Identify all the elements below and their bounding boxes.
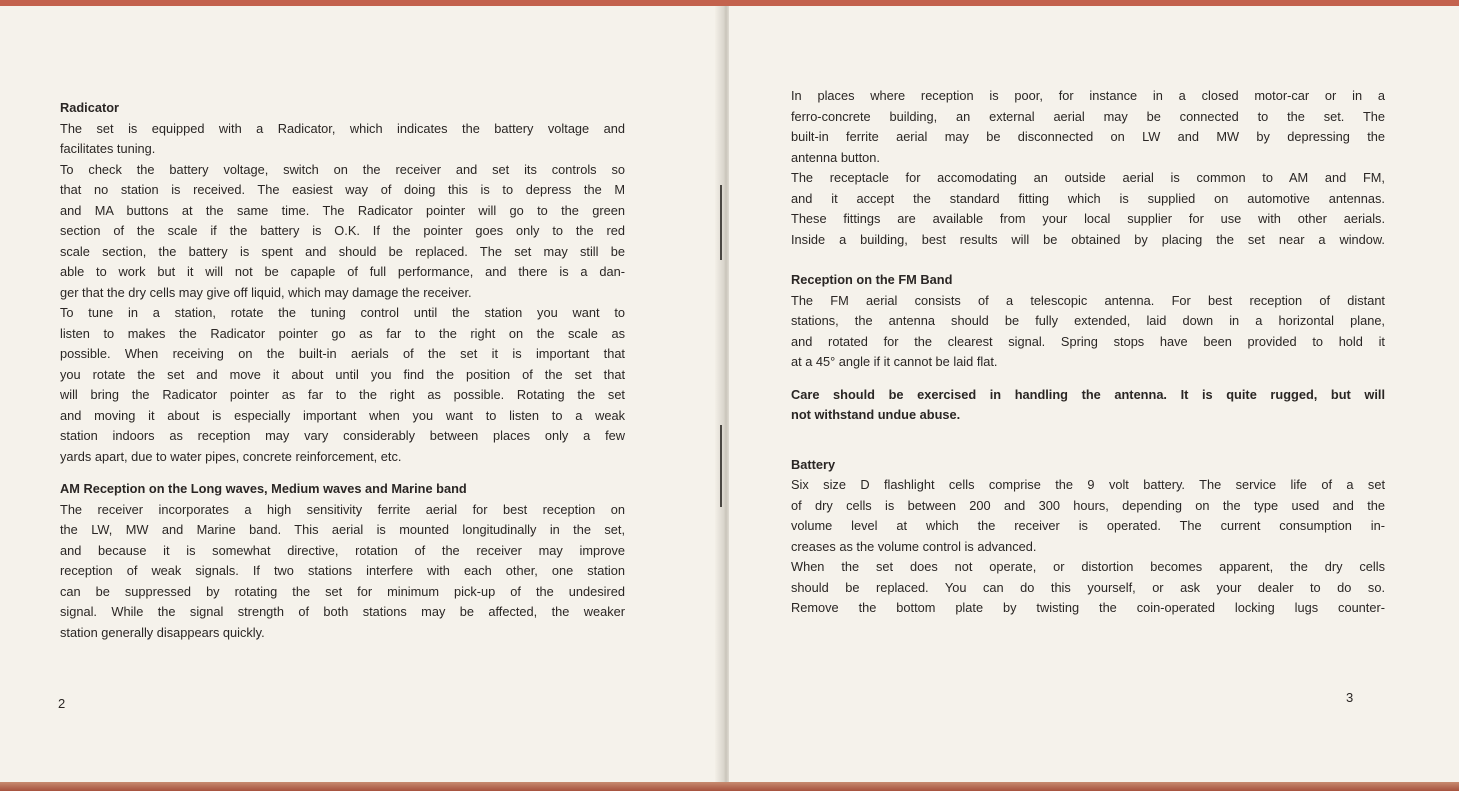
text-line: volume level at which the receiver is operated. The current consumption in-: [791, 518, 1385, 533]
text-line: In places where reception is poor, for instance in a closed motor-car or in a: [791, 88, 1385, 103]
text-line: and it accept the standard fitting which is supplied on automotive antennas.: [791, 190, 1385, 206]
text-line: listen to makes the Radicator pointer go as far to the right on the scale as: [60, 325, 625, 341]
text-line: ger that the dry cells may give off liquid, which may damage the receiver.: [60, 284, 472, 300]
radicator-paragraph: [60, 119, 625, 468]
binding-mark: [720, 185, 722, 260]
text-line: To tune in a station, rotate the tuning control until the station you want to: [60, 305, 625, 320]
text-line: can be suppressed by rotating the set for minimum pick-up of the undesired: [60, 583, 625, 599]
text-line: yards apart, due to water pipes, concrete reinforcement, etc.: [60, 448, 402, 464]
page-number: 3: [1346, 690, 1354, 705]
text-line: the LW, MW and Marine band. This aerial is mounted longitudinally in the set,: [60, 522, 625, 537]
text-line: at a 45° angle if it cannot be laid flat.: [791, 354, 998, 369]
text-line: creases as the volume control is advanced.: [791, 538, 1037, 554]
text-line: station generally disappears quickly.: [60, 624, 265, 640]
battery-paragraph: [791, 475, 1385, 619]
text-line: and rotated for the clearest signal. Spring stops have been provided to hold it: [791, 333, 1385, 349]
left-page: [0, 6, 722, 782]
text-line: should be replaced. You can do this yourself, or ask your dealer to do so.: [791, 579, 1385, 595]
text-line: stations, the antenna should be fully extended, laid down in a horizontal plane,: [791, 313, 1385, 328]
text-line: scale section, the battery is spent and should be replaced. The set may still be: [60, 243, 625, 259]
text-line: The FM aerial consists of a telescopic antenna. For best reception of distant: [791, 292, 1385, 308]
text-line: reception of weak signals. If two stations interfere with each other, one station: [60, 563, 625, 578]
text-line: Remove the bottom plate by twisting the coin-operated locking lugs counter-: [791, 600, 1385, 615]
text-line: and because it is somewhat directive, rotation of the receiver may improve: [60, 542, 625, 558]
left-column: [60, 98, 625, 643]
external-aerial-paragraph: [791, 86, 1385, 250]
text-line: signal. While the signal strength of both stations may be affected, the weaker: [60, 604, 625, 619]
text-line: The receiver incorporates a high sensitivity ferrite aerial for best reception on: [60, 501, 625, 517]
text-line: station indoors as reception may vary considerably between places only a few: [60, 428, 625, 443]
am-reception-heading: AM Reception on the Long waves, Medium waves and Marine band: [60, 481, 467, 496]
text-line: able to work but it will not be capaple of full performance, and there is a dan-: [60, 264, 625, 279]
text-line: you rotate the set and move it about until you find the position of the set that: [60, 366, 625, 382]
right-column: [791, 86, 1385, 619]
text-line: and MA buttons at the same time. The Radicator pointer will go to the green: [60, 202, 625, 218]
text-line: When the set does not operate, or distortion becomes apparent, the dry cells: [791, 559, 1385, 574]
text-line: will bring the Radicator pointer as far to the right as possible. Rotating the set: [60, 387, 625, 402]
text-line: Care should be exercised in handling the antenna. It is quite rugged, but will: [791, 386, 1385, 402]
text-line: Six size D flashlight cells comprise the 9 volt battery. The service life of a set: [791, 477, 1385, 492]
text-line: To check the battery voltage, switch on the receiver and set its controls so: [60, 161, 625, 177]
page-number: 2: [58, 696, 66, 711]
fm-reception-paragraph: [791, 291, 1385, 373]
bottom-edge: [0, 782, 1459, 791]
text-line: These fittings are available from your local supplier for use with other aerials.: [791, 211, 1385, 226]
text-line: section of the scale if the battery is O.K. If the pointer goes only to the red: [60, 223, 625, 238]
text-line: facilitates tuning.: [60, 141, 156, 156]
text-line: not withstand undue abuse.: [791, 407, 961, 422]
text-line: that no station is received. The easiest way of doing this is to depress the M: [60, 182, 625, 197]
text-line: possible. When receiving on the built-in aerials of the set it is important that: [60, 346, 625, 361]
text-line: ferro-concrete building, an external aerial may be connected to the set. The: [791, 108, 1385, 124]
battery-heading: Battery: [791, 456, 836, 472]
text-line: built-in ferrite aerial may be disconnected on LW and MW by depressing the: [791, 129, 1385, 144]
text-line: antenna button.: [791, 149, 880, 165]
radicator-heading: Radicator: [60, 100, 120, 115]
text-line: The receptacle for accomodating an outside aerial is common to AM and FM,: [791, 170, 1385, 185]
text-line: Inside a building, best results will be obtained by placing the set near a window.: [791, 231, 1385, 247]
am-reception-paragraph: [60, 500, 625, 644]
text-line: The set is equipped with a Radicator, which indicates the battery voltage and: [60, 120, 625, 136]
binding-mark: [720, 425, 722, 507]
text-line: of dry cells is between 200 and 300 hours, depending on the type used and the: [791, 497, 1385, 513]
fm-reception-heading: Reception on the FM Band: [791, 272, 953, 287]
text-line: and moving it about is especially important when you want to listen to a weak: [60, 407, 625, 423]
right-page: [729, 6, 1459, 782]
antenna-care-warning: [791, 385, 1385, 426]
